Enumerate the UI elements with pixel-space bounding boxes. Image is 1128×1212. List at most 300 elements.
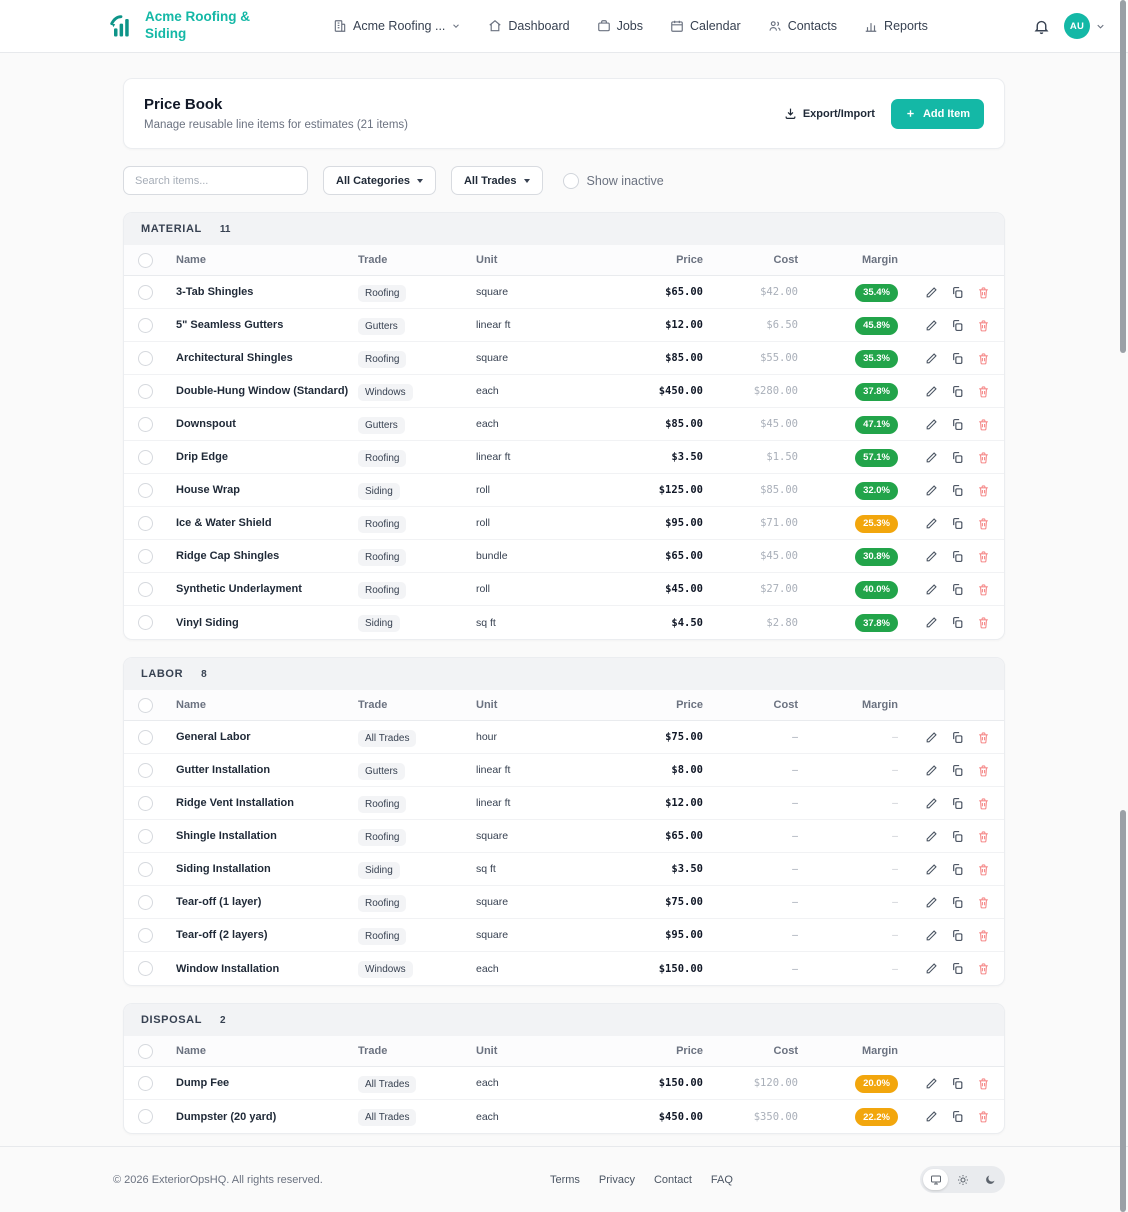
nav-item-calendar[interactable] bbox=[670, 19, 741, 33]
item-margin: – bbox=[892, 863, 898, 875]
table-row[interactable] bbox=[124, 853, 1004, 886]
copy-icon bbox=[951, 929, 964, 942]
duplicate-button[interactable] bbox=[951, 896, 964, 909]
nav-menu bbox=[333, 19, 928, 33]
copy-icon bbox=[951, 517, 964, 530]
pencil-icon bbox=[925, 962, 938, 975]
item-cost: $42.00 bbox=[760, 286, 798, 298]
table-row[interactable] bbox=[124, 754, 1004, 787]
duplicate-button[interactable] bbox=[951, 764, 964, 777]
edit-button[interactable] bbox=[925, 616, 938, 629]
row-actions bbox=[898, 797, 990, 810]
edit-button[interactable] bbox=[925, 929, 938, 942]
row-actions bbox=[898, 896, 990, 909]
row-actions bbox=[898, 484, 990, 497]
edit-button[interactable] bbox=[925, 385, 938, 398]
theme-dark-button[interactable] bbox=[977, 1169, 1002, 1190]
item-price: $75.00 bbox=[665, 731, 703, 743]
delete-button[interactable] bbox=[977, 517, 990, 530]
item-cost: $45.00 bbox=[760, 418, 798, 430]
item-margin: – bbox=[892, 896, 898, 908]
duplicate-button[interactable] bbox=[951, 418, 964, 431]
row-checkbox[interactable] bbox=[138, 549, 153, 564]
row-checkbox[interactable] bbox=[138, 615, 153, 630]
table-row[interactable] bbox=[124, 342, 1004, 375]
duplicate-button[interactable] bbox=[951, 451, 964, 464]
edit-button[interactable] bbox=[925, 1110, 938, 1123]
item-name: Dump Fee bbox=[176, 1077, 230, 1089]
row-actions bbox=[898, 286, 990, 299]
company-selector[interactable] bbox=[333, 19, 461, 33]
category-filter-dropdown[interactable] bbox=[323, 166, 436, 195]
pencil-icon bbox=[925, 319, 938, 332]
delete-button[interactable] bbox=[977, 484, 990, 497]
delete-button[interactable] bbox=[977, 352, 990, 365]
nav-item-reports[interactable] bbox=[864, 19, 928, 33]
column-header: Margin bbox=[861, 254, 898, 266]
table-row[interactable] bbox=[124, 540, 1004, 573]
price-section bbox=[123, 212, 1005, 640]
column-header: Margin bbox=[861, 699, 898, 711]
edit-button[interactable] bbox=[925, 319, 938, 332]
pencil-icon bbox=[925, 764, 938, 777]
theme-system-button[interactable] bbox=[923, 1169, 948, 1190]
item-unit: linear ft bbox=[476, 764, 511, 776]
avatar[interactable]: AU bbox=[1064, 13, 1090, 39]
margin-badge: 25.3% bbox=[855, 515, 898, 533]
pencil-icon bbox=[925, 286, 938, 299]
item-trade: Siding bbox=[358, 615, 400, 632]
add-item-button[interactable] bbox=[891, 99, 984, 129]
column-header: Unit bbox=[476, 699, 498, 711]
pencil-icon bbox=[925, 863, 938, 876]
row-actions bbox=[898, 451, 990, 464]
delete-button[interactable] bbox=[977, 550, 990, 563]
download-icon bbox=[784, 107, 797, 120]
table-row[interactable] bbox=[124, 919, 1004, 952]
notifications-bell-icon[interactable] bbox=[1033, 18, 1050, 35]
page-subtitle: Manage reusable line items for estimates (21 items) bbox=[144, 119, 408, 131]
item-margin bbox=[798, 282, 898, 302]
row-checkbox[interactable] bbox=[138, 796, 153, 811]
trash-icon bbox=[977, 583, 990, 596]
delete-button[interactable] bbox=[977, 583, 990, 596]
item-name: Window Installation bbox=[176, 962, 280, 975]
user-menu[interactable] bbox=[1064, 13, 1106, 39]
row-checkbox[interactable] bbox=[138, 483, 153, 498]
duplicate-button[interactable] bbox=[951, 962, 964, 975]
margin-badge: 30.8% bbox=[855, 548, 898, 566]
delete-button[interactable] bbox=[977, 962, 990, 975]
item-price: $150.00 bbox=[658, 1077, 703, 1089]
row-checkbox[interactable] bbox=[138, 285, 153, 300]
row-actions bbox=[898, 830, 990, 843]
item-price: $65.00 bbox=[665, 550, 703, 562]
moon-icon bbox=[984, 1174, 996, 1186]
category-filter-label: All Categories bbox=[336, 174, 410, 187]
building-icon bbox=[333, 19, 347, 33]
edit-button[interactable] bbox=[925, 764, 938, 777]
margin-badge: 37.8% bbox=[855, 614, 898, 632]
item-trade: Siding bbox=[358, 862, 400, 879]
delete-button[interactable] bbox=[977, 319, 990, 332]
edit-button[interactable] bbox=[925, 352, 938, 365]
table-row[interactable] bbox=[124, 573, 1004, 606]
table-row[interactable] bbox=[124, 820, 1004, 853]
edit-button[interactable] bbox=[925, 517, 938, 530]
row-checkbox[interactable] bbox=[138, 318, 153, 333]
margin-badge: 57.1% bbox=[855, 449, 898, 467]
copy-icon bbox=[951, 484, 964, 497]
item-name: Shingle Installation bbox=[176, 830, 277, 842]
delete-button[interactable] bbox=[977, 863, 990, 876]
delete-button[interactable] bbox=[977, 451, 990, 464]
delete-button[interactable] bbox=[977, 286, 990, 299]
delete-button[interactable] bbox=[977, 830, 990, 843]
table-row[interactable] bbox=[124, 309, 1004, 342]
row-actions bbox=[898, 962, 990, 975]
table-row[interactable] bbox=[124, 474, 1004, 507]
table-row[interactable] bbox=[124, 952, 1004, 985]
edit-button[interactable] bbox=[925, 731, 938, 744]
item-name: Ice & Water Shield bbox=[176, 517, 272, 529]
nav-item-dashboard[interactable] bbox=[488, 19, 569, 33]
copy-icon bbox=[951, 286, 964, 299]
item-margin bbox=[798, 579, 898, 599]
table-row[interactable] bbox=[124, 375, 1004, 408]
row-checkbox[interactable] bbox=[138, 384, 153, 399]
column-header: Price bbox=[676, 699, 703, 711]
brand-name: Acme Roofing & Siding bbox=[145, 9, 251, 41]
toggle-circle-icon[interactable] bbox=[563, 173, 579, 189]
item-cost: – bbox=[792, 896, 798, 908]
edit-button[interactable] bbox=[925, 484, 938, 497]
item-unit: square bbox=[476, 929, 509, 941]
item-price: $4.50 bbox=[671, 616, 703, 629]
item-margin bbox=[798, 1073, 898, 1093]
row-checkbox[interactable] bbox=[138, 862, 153, 877]
export-import-button[interactable] bbox=[784, 107, 875, 120]
item-price: $8.00 bbox=[671, 764, 703, 776]
scrollbar-thumb[interactable] bbox=[1120, 0, 1126, 353]
bar-chart-icon bbox=[864, 19, 878, 33]
item-price: $75.00 bbox=[665, 896, 703, 908]
item-cost: – bbox=[792, 929, 798, 941]
delete-button[interactable] bbox=[977, 896, 990, 909]
item-name: House Wrap bbox=[176, 484, 240, 496]
duplicate-button[interactable] bbox=[951, 385, 964, 398]
footer-link-privacy[interactable]: Privacy bbox=[598, 1173, 635, 1186]
copy-icon bbox=[951, 896, 964, 909]
pencil-icon bbox=[925, 418, 938, 431]
item-unit: linear ft bbox=[476, 797, 511, 809]
company-selector-label: Acme Roofing ... bbox=[353, 19, 446, 33]
select-all-checkbox[interactable] bbox=[138, 1044, 153, 1059]
item-trade: Roofing bbox=[358, 829, 406, 846]
trash-icon bbox=[977, 352, 990, 365]
item-margin: – bbox=[892, 797, 898, 809]
column-header: Margin bbox=[861, 1045, 898, 1057]
delete-button[interactable] bbox=[977, 797, 990, 810]
duplicate-button[interactable] bbox=[951, 731, 964, 744]
table-row[interactable] bbox=[124, 408, 1004, 441]
duplicate-button[interactable] bbox=[951, 1077, 964, 1090]
pencil-icon bbox=[925, 797, 938, 810]
copy-icon bbox=[951, 962, 964, 975]
row-actions bbox=[898, 583, 990, 596]
column-header: Name bbox=[176, 699, 206, 711]
edit-button[interactable] bbox=[925, 830, 938, 843]
duplicate-button[interactable] bbox=[951, 797, 964, 810]
item-price: $65.00 bbox=[665, 830, 703, 842]
item-trade: Gutters bbox=[358, 318, 405, 335]
item-unit: sq ft bbox=[476, 863, 496, 875]
row-checkbox[interactable] bbox=[138, 351, 153, 366]
table-row[interactable] bbox=[124, 1067, 1004, 1100]
footer-link-faq[interactable]: FAQ bbox=[710, 1173, 733, 1186]
copy-icon bbox=[951, 385, 964, 398]
edit-button[interactable] bbox=[925, 896, 938, 909]
item-trade: Gutters bbox=[358, 763, 405, 780]
copy-icon bbox=[951, 352, 964, 365]
item-price: $85.00 bbox=[665, 352, 703, 364]
item-price: $3.50 bbox=[671, 863, 703, 875]
item-price: $45.00 bbox=[665, 583, 703, 595]
pencil-icon bbox=[925, 583, 938, 596]
copy-icon bbox=[951, 1077, 964, 1090]
item-unit: each bbox=[476, 1110, 499, 1123]
row-actions bbox=[898, 352, 990, 365]
item-margin bbox=[798, 348, 898, 368]
nav-right bbox=[1033, 13, 1106, 39]
item-cost: $280.00 bbox=[753, 385, 798, 397]
column-header: Trade bbox=[358, 699, 388, 711]
column-header: Price bbox=[676, 254, 703, 266]
duplicate-button[interactable] bbox=[951, 616, 964, 629]
item-unit: roll bbox=[476, 484, 491, 496]
item-margin bbox=[798, 480, 898, 500]
item-trade: All Trades bbox=[358, 1076, 416, 1093]
item-cost: $350.00 bbox=[753, 1110, 798, 1123]
scrollbar-thumb[interactable] bbox=[1120, 810, 1126, 1212]
item-unit: each bbox=[476, 418, 499, 430]
item-margin bbox=[798, 414, 898, 434]
row-checkbox[interactable] bbox=[138, 582, 153, 597]
pencil-icon bbox=[925, 484, 938, 497]
trade-filter-dropdown[interactable] bbox=[451, 166, 543, 195]
item-cost: $71.00 bbox=[760, 517, 798, 529]
footer-link-terms[interactable]: Terms bbox=[549, 1173, 580, 1186]
pencil-icon bbox=[925, 385, 938, 398]
delete-button[interactable] bbox=[977, 764, 990, 777]
nav-item-label: Contacts bbox=[787, 19, 838, 33]
item-cost: – bbox=[792, 764, 798, 776]
row-checkbox[interactable] bbox=[138, 829, 153, 844]
column-header: Name bbox=[176, 1045, 206, 1057]
copy-icon bbox=[951, 418, 964, 431]
item-trade: Roofing bbox=[358, 285, 406, 302]
item-trade: Roofing bbox=[358, 895, 406, 912]
edit-button[interactable] bbox=[925, 797, 938, 810]
row-actions bbox=[898, 550, 990, 563]
duplicate-button[interactable] bbox=[951, 583, 964, 596]
top-nav bbox=[0, 0, 1128, 53]
item-price: $150.00 bbox=[658, 962, 703, 975]
logo-icon bbox=[107, 12, 135, 40]
chevron-down-icon bbox=[451, 21, 461, 31]
footer-link-contact[interactable]: Contact bbox=[653, 1173, 692, 1186]
duplicate-button[interactable] bbox=[951, 286, 964, 299]
duplicate-button[interactable] bbox=[951, 484, 964, 497]
theme-light-button[interactable] bbox=[950, 1169, 975, 1190]
row-actions bbox=[898, 731, 990, 744]
column-header: Price bbox=[676, 1045, 703, 1057]
delete-button[interactable] bbox=[977, 1077, 990, 1090]
copy-icon bbox=[951, 451, 964, 464]
pencil-icon bbox=[925, 1077, 938, 1090]
table-row[interactable] bbox=[124, 721, 1004, 754]
row-checkbox[interactable] bbox=[138, 417, 153, 432]
item-trade: Roofing bbox=[358, 549, 406, 566]
copy-icon bbox=[951, 731, 964, 744]
show-inactive-toggle[interactable] bbox=[563, 173, 664, 189]
row-checkbox[interactable] bbox=[138, 730, 153, 745]
brand[interactable] bbox=[107, 9, 273, 43]
edit-button[interactable] bbox=[925, 550, 938, 563]
delete-button[interactable] bbox=[977, 385, 990, 398]
copy-icon bbox=[951, 319, 964, 332]
search-input[interactable] bbox=[123, 166, 308, 195]
delete-button[interactable] bbox=[977, 616, 990, 629]
sections bbox=[123, 212, 1005, 1146]
row-actions bbox=[898, 418, 990, 431]
row-checkbox[interactable] bbox=[138, 450, 153, 465]
row-checkbox[interactable] bbox=[138, 1109, 153, 1124]
table-body bbox=[124, 721, 1004, 985]
delete-button[interactable] bbox=[977, 418, 990, 431]
duplicate-button[interactable] bbox=[951, 517, 964, 530]
trash-icon bbox=[977, 797, 990, 810]
item-cost: $120.00 bbox=[753, 1077, 798, 1089]
margin-badge: 40.0% bbox=[855, 581, 898, 599]
duplicate-button[interactable] bbox=[951, 352, 964, 365]
pencil-icon bbox=[925, 1110, 938, 1123]
row-checkbox[interactable] bbox=[138, 928, 153, 943]
table-header-row bbox=[124, 690, 1004, 721]
delete-button[interactable] bbox=[977, 929, 990, 942]
row-checkbox[interactable] bbox=[138, 516, 153, 531]
edit-button[interactable] bbox=[925, 962, 938, 975]
edit-button[interactable] bbox=[925, 583, 938, 596]
users-icon bbox=[768, 19, 782, 33]
table-row[interactable] bbox=[124, 441, 1004, 474]
duplicate-button[interactable] bbox=[951, 550, 964, 563]
monitor-icon bbox=[930, 1174, 942, 1186]
trash-icon bbox=[977, 550, 990, 563]
trash-icon bbox=[977, 451, 990, 464]
item-trade: All Trades bbox=[358, 1109, 416, 1126]
table-row[interactable] bbox=[124, 787, 1004, 820]
row-checkbox[interactable] bbox=[138, 763, 153, 778]
duplicate-button[interactable] bbox=[951, 1110, 964, 1123]
copy-icon bbox=[951, 1110, 964, 1123]
duplicate-button[interactable] bbox=[951, 319, 964, 332]
copyright: © 2026 ExteriorOpsHQ. All rights reserved. bbox=[113, 1173, 323, 1186]
item-cost: – bbox=[792, 797, 798, 809]
select-all-checkbox[interactable] bbox=[138, 253, 153, 268]
section-header bbox=[124, 1004, 1004, 1036]
nav-item-contacts[interactable] bbox=[768, 19, 837, 33]
trash-icon bbox=[977, 731, 990, 744]
item-trade: Siding bbox=[358, 483, 400, 500]
item-price: $65.00 bbox=[665, 286, 703, 298]
table-row[interactable] bbox=[124, 606, 1004, 639]
table-row[interactable] bbox=[124, 1100, 1004, 1133]
trash-icon bbox=[977, 896, 990, 909]
margin-badge: 47.1% bbox=[855, 416, 898, 434]
table-row[interactable] bbox=[124, 276, 1004, 309]
copy-icon bbox=[951, 830, 964, 843]
nav-item-label: Jobs bbox=[616, 19, 643, 33]
item-unit: hour bbox=[476, 731, 498, 743]
edit-button[interactable] bbox=[925, 863, 938, 876]
copy-icon bbox=[951, 550, 964, 563]
item-name: Downspout bbox=[176, 418, 236, 430]
margin-badge: 32.0% bbox=[855, 482, 898, 500]
column-header: Cost bbox=[773, 1045, 798, 1057]
table-row[interactable] bbox=[124, 886, 1004, 919]
theme-switcher bbox=[920, 1166, 1005, 1193]
nav-item-jobs[interactable] bbox=[597, 19, 643, 33]
item-unit: each bbox=[476, 962, 499, 975]
section-title: DISPOSAL bbox=[141, 1014, 203, 1026]
edit-button[interactable] bbox=[925, 286, 938, 299]
duplicate-button[interactable] bbox=[951, 830, 964, 843]
pencil-icon bbox=[925, 929, 938, 942]
row-checkbox[interactable] bbox=[138, 895, 153, 910]
calendar-icon bbox=[670, 19, 684, 33]
item-price: $3.50 bbox=[671, 451, 703, 463]
item-name: General Labor bbox=[176, 731, 251, 743]
item-unit: roll bbox=[476, 583, 491, 595]
trash-icon bbox=[977, 863, 990, 876]
plus-icon bbox=[905, 108, 916, 119]
item-margin bbox=[798, 513, 898, 533]
nav-item-label: Reports bbox=[884, 19, 928, 33]
section-header bbox=[124, 658, 1004, 690]
delete-button[interactable] bbox=[977, 1110, 990, 1123]
footer-links bbox=[510, 1174, 733, 1186]
column-header: Unit bbox=[476, 1045, 498, 1057]
price-section bbox=[123, 1003, 1005, 1134]
duplicate-button[interactable] bbox=[951, 863, 964, 876]
item-unit: square bbox=[476, 352, 509, 364]
table-row[interactable] bbox=[124, 507, 1004, 540]
chevron-down-icon bbox=[1095, 21, 1106, 32]
home-icon bbox=[488, 19, 502, 33]
delete-button[interactable] bbox=[977, 731, 990, 744]
briefcase-icon bbox=[597, 19, 611, 33]
row-checkbox[interactable] bbox=[138, 1076, 153, 1091]
edit-button[interactable] bbox=[925, 451, 938, 464]
select-all-checkbox[interactable] bbox=[138, 698, 153, 713]
item-price: $450.00 bbox=[658, 385, 703, 397]
pencil-icon bbox=[925, 616, 938, 629]
row-checkbox[interactable] bbox=[138, 961, 153, 976]
edit-button[interactable] bbox=[925, 418, 938, 431]
duplicate-button[interactable] bbox=[951, 929, 964, 942]
edit-button[interactable] bbox=[925, 1077, 938, 1090]
